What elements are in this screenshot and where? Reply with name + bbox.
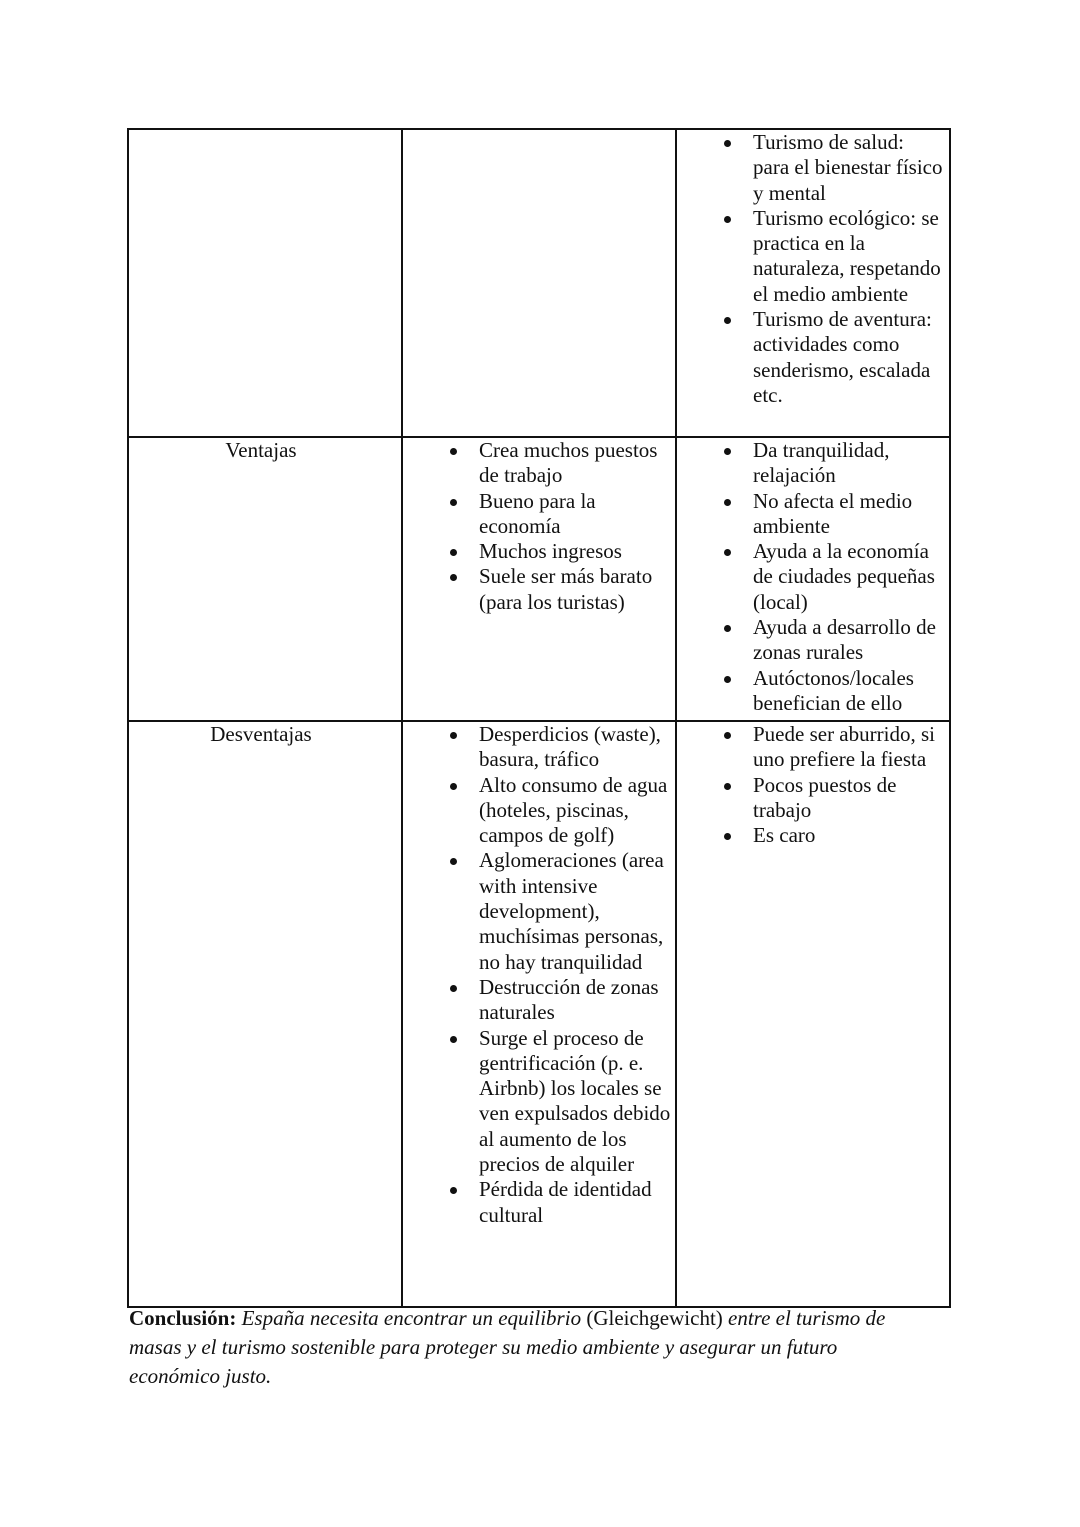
bullet-item: No afecta el medio ambiente xyxy=(753,489,949,540)
sustainable-tourism-cell xyxy=(676,437,950,721)
bullet-item: Alto consumo de agua (hoteles, piscinas, campos de golf) xyxy=(479,773,675,849)
row-label-ventajas: Ventajas xyxy=(225,438,297,462)
row-label-cell xyxy=(128,721,402,1307)
conclusion-text: España necesita encontrar un equilibrio xyxy=(236,1306,587,1330)
bullet-item: Es caro xyxy=(753,823,949,848)
bullet-item: Turismo ecológico: se practica en la naturaleza, respetando el medio ambiente xyxy=(753,206,949,307)
bullet-item: Turismo de aventura: actividades como senderismo, escalada etc. xyxy=(753,307,949,408)
conclusion-paragraph xyxy=(129,1304,929,1391)
bullet-item: Bueno para la economía xyxy=(479,489,675,540)
bullet-list xyxy=(677,130,949,408)
table-row xyxy=(128,721,950,1307)
bullet-item: Destrucción de zonas naturales xyxy=(479,975,675,1026)
bullet-item: Turismo de salud: para el bienestar físico y mental xyxy=(753,130,949,206)
bullet-item: Muchos ingresos xyxy=(479,539,675,564)
conclusion-gloss: (Gleichgewicht) xyxy=(586,1306,723,1330)
conclusion-label: Conclusión: xyxy=(129,1306,237,1330)
comparison-table xyxy=(127,128,951,1308)
sustainable-tourism-cell xyxy=(676,129,950,437)
mass-tourism-cell xyxy=(402,437,676,721)
sustainable-tourism-cell xyxy=(676,721,950,1307)
bullet-list xyxy=(403,722,675,1228)
bullet-item: Pérdida de identidad cultural xyxy=(479,1177,675,1228)
bullet-item: Surge el proceso de gentrificación (p. e. Airbnb) los locales se ven expulsados debido al aumento de los precios de alquiler xyxy=(479,1026,675,1178)
bullet-item: Da tranquilidad, relajación xyxy=(753,438,949,489)
bullet-item: Suele ser más barato (para los turistas) xyxy=(479,564,675,615)
row-label-cell xyxy=(128,437,402,721)
bullet-item: Desperdicios (waste), basura, tráfico xyxy=(479,722,675,773)
bullet-list xyxy=(677,438,949,716)
bullet-item: Ayuda a la economía de ciudades pequeñas (local) xyxy=(753,539,949,615)
bullet-item: Pocos puestos de trabajo xyxy=(753,773,949,824)
bullet-item: Crea muchos puestos de trabajo xyxy=(479,438,675,489)
table-row xyxy=(128,437,950,721)
mass-tourism-cell xyxy=(402,129,676,437)
bullet-list xyxy=(677,722,949,848)
conclusion-text: entre el turismo de masas y el turismo sostenible para proteger su medio ambiente y asegurar un futuro económico justo. xyxy=(129,1306,886,1388)
bullet-item: Aglomeraciones (area with intensive development), muchísimas personas, no hay tranquilidad xyxy=(479,848,675,974)
mass-tourism-cell xyxy=(402,721,676,1307)
row-label-cell xyxy=(128,129,402,437)
bullet-item: Autóctonos/locales benefician de ello xyxy=(753,666,949,717)
bullet-item: Ayuda a desarrollo de zonas rurales xyxy=(753,615,949,666)
bullet-list xyxy=(403,438,675,615)
bullet-item: Puede ser aburrido, si uno prefiere la fiesta xyxy=(753,722,949,773)
table-row xyxy=(128,129,950,437)
row-label-desventajas: Desventajas xyxy=(210,722,312,746)
